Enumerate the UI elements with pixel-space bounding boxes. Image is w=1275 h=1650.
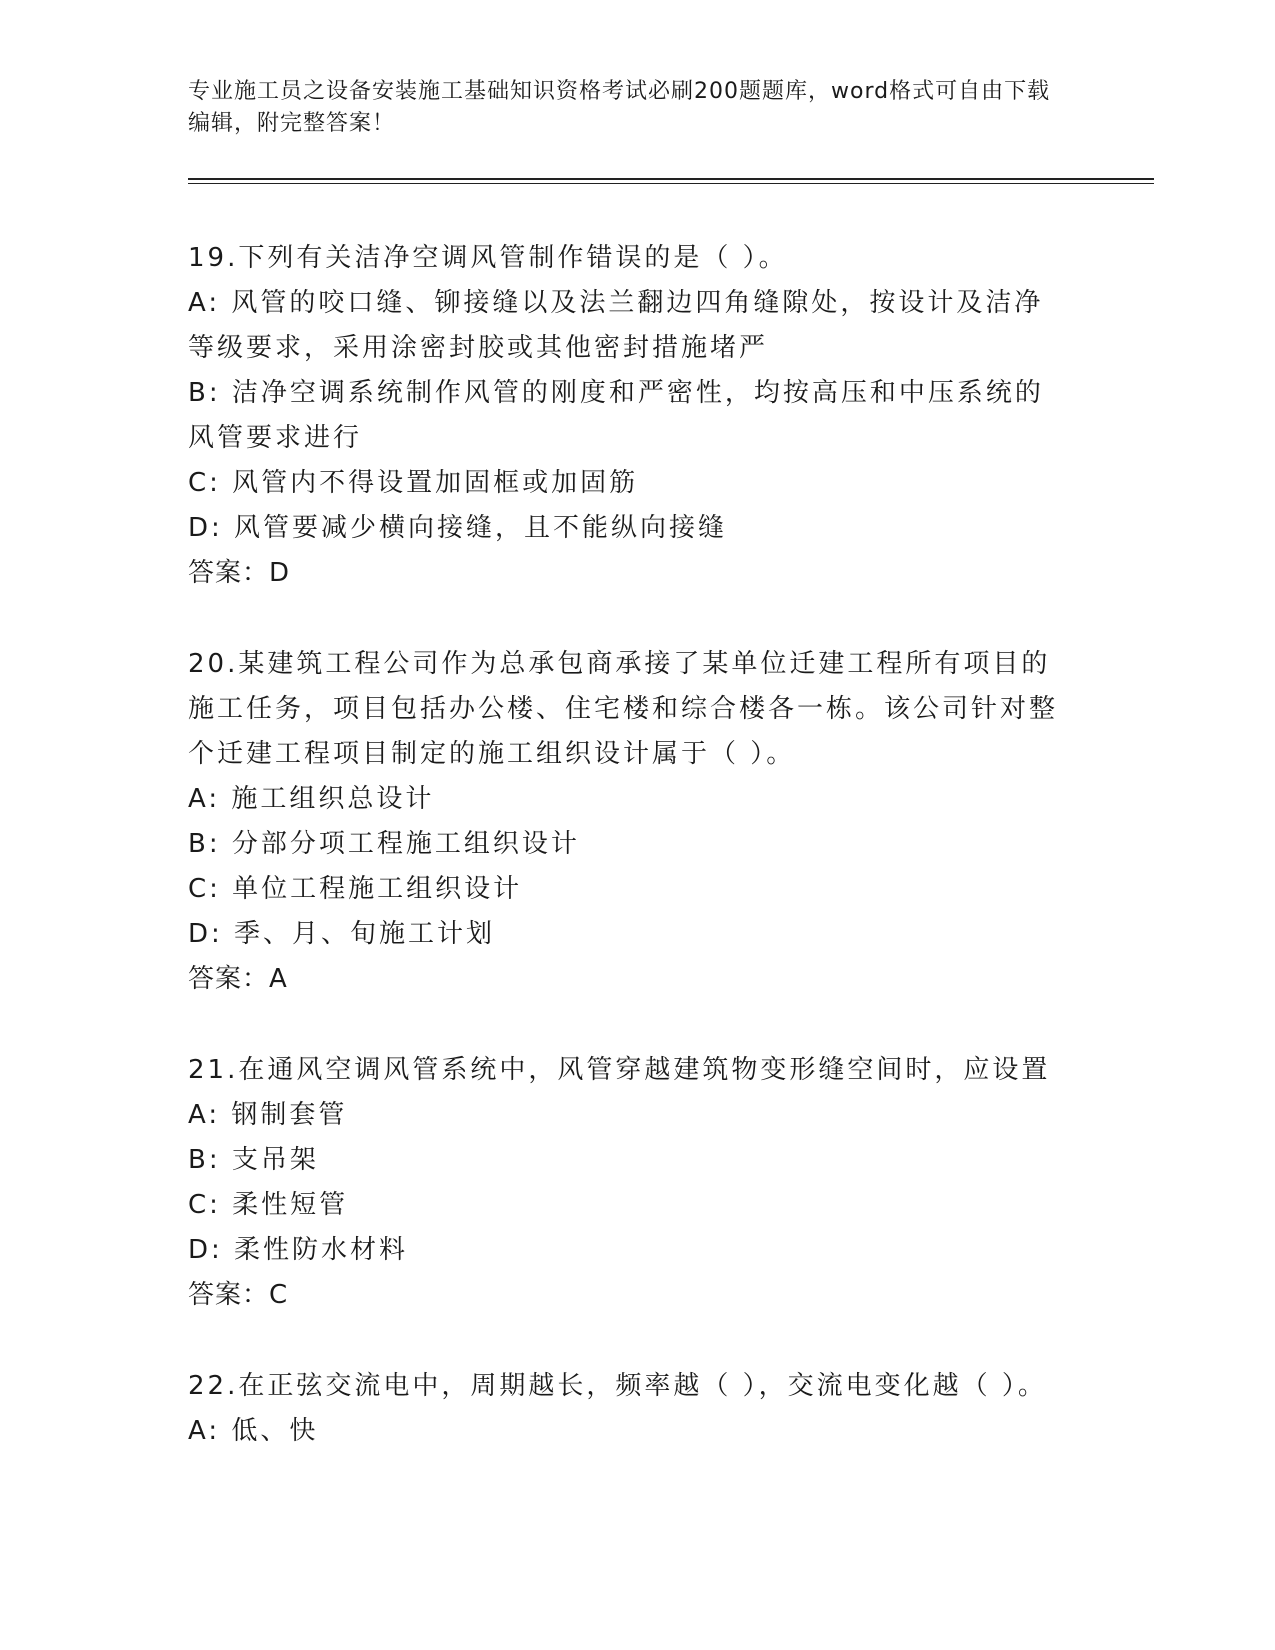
header-divider-thin — [188, 183, 1154, 184]
answer-value: C — [269, 1280, 289, 1310]
option-d: D: 季、月、旬施工计划 — [188, 919, 496, 949]
option-c: C: 风管内不得设置加固框或加固筋 — [188, 468, 639, 498]
option-b: B: 分部分项工程施工组织设计 — [188, 829, 580, 859]
option-a: A: 钢制套管 — [188, 1100, 348, 1130]
answer-value: D — [269, 558, 291, 588]
option-d: D: 风管要减少横向接缝，且不能纵向接缝 — [188, 513, 728, 543]
question-21 — [188, 1048, 1068, 1318]
option-a: A: 低、快 — [188, 1416, 319, 1446]
answer-line — [188, 957, 1068, 1002]
header-divider-thick — [188, 178, 1154, 180]
question-20 — [188, 642, 1068, 1002]
option-d: D: 柔性防水材料 — [188, 1235, 409, 1265]
question-text: 20.某建筑工程公司作为总承包商承接了某单位迁建工程所有项目的施工任务，项目包括办公楼、住宅楼和综合楼各一栋。该公司针对整个迁建工程项目制定的施工组织设计属于（ ）。 — [188, 649, 1059, 769]
option-c: C: 柔性短管 — [188, 1190, 349, 1220]
answer-value: A — [269, 964, 288, 994]
answer-label: 答案： — [188, 558, 270, 588]
question-text: 19.下列有关洁净空调风管制作错误的是（ ）。 — [188, 243, 788, 273]
answer-label: 答案： — [188, 964, 270, 994]
question-19 — [188, 236, 1068, 596]
option-b: B: 洁净空调系统制作风管的刚度和严密性，均按高压和中压系统的风管要求进行 — [188, 378, 1044, 453]
question-text: 22.在正弦交流电中，周期越长，频率越（ ），交流电变化越（ ）。 — [188, 1371, 1047, 1401]
document-intro: 专业施工员之设备安装施工基础知识资格考试必刷200题题库，word格式可自由下载编辑，附完整答案！ — [188, 79, 1051, 136]
option-c: C: 单位工程施工组织设计 — [188, 874, 523, 904]
question-text: 21.在通风空调风管系统中，风管穿越建筑物变形缝空间时，应设置 — [188, 1055, 1051, 1085]
answer-line — [188, 1273, 1068, 1318]
question-22 — [188, 1364, 1068, 1454]
option-b: B: 支吊架 — [188, 1145, 319, 1175]
question-list — [188, 236, 1068, 1500]
answer-line — [188, 551, 1068, 596]
option-a: A: 施工组织总设计 — [188, 784, 435, 814]
answer-label: 答案： — [188, 1280, 270, 1310]
option-a: A: 风管的咬口缝、铆接缝以及法兰翻边四角缝隙处，按设计及洁净等级要求，采用涂密封胶或其他密封措施堵严 — [188, 288, 1044, 363]
